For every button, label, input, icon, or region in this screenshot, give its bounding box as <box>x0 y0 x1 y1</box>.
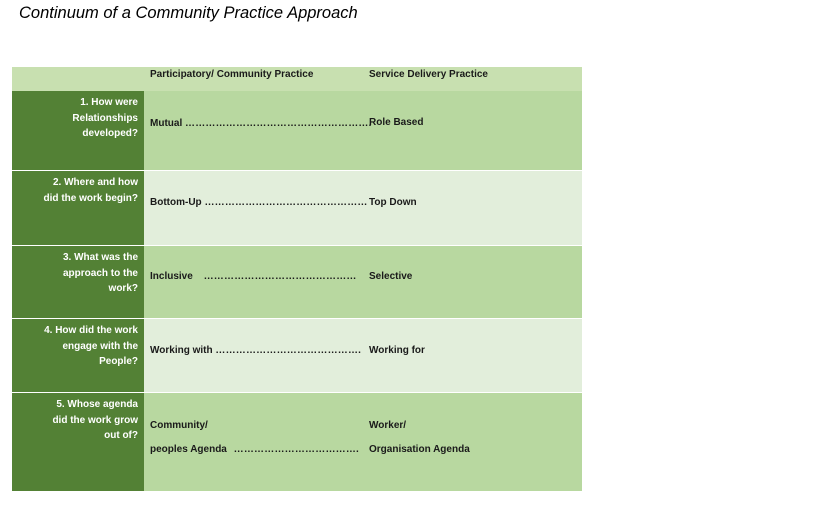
document-title: Continuum of a Community Practice Approach <box>19 4 358 22</box>
table-row <box>12 246 582 319</box>
question-cell: 2. Where and how did the work begin? <box>12 171 144 246</box>
service-cell: Top Down <box>369 197 417 208</box>
continuum-dots: ……………………………………… <box>203 271 357 282</box>
table-header-row <box>12 67 582 91</box>
header-service-delivery: Service Delivery Practice <box>369 69 488 80</box>
service-cell: Selective <box>369 271 413 282</box>
continuum-dots: ……………………………………. <box>215 345 362 356</box>
continuum-dots: ………………………………………………. <box>185 118 372 129</box>
service-line1: Worker/ <box>369 420 407 431</box>
continuum-table <box>12 67 582 492</box>
table-row <box>12 171 582 246</box>
header-participatory: Participatory/ Community Practice <box>150 69 314 80</box>
participatory-cell: Mutual ………………………………………………. <box>150 118 372 129</box>
service-cell: Role Based <box>369 117 424 128</box>
continuum-dots: ………………………………………… <box>204 197 368 208</box>
service-line2: Organisation Agenda <box>369 444 470 455</box>
participatory-cell: Working with ……………………………………. <box>150 345 362 356</box>
question-cell: 5. Whose agenda did the work grow out of? <box>12 393 144 492</box>
question-cell: 1. How were Relationships developed? <box>12 91 144 171</box>
participatory-cell: Inclusive ……………………………………… <box>150 271 357 282</box>
participatory-line2: peoples Agenda ………………………………. <box>150 444 360 455</box>
question-cell: 3. What was the approach to the work? <box>12 246 144 319</box>
header-empty-cell <box>12 67 144 91</box>
participatory-cell: Bottom-Up ………………………………………… <box>150 197 368 208</box>
participatory-line1: Community/ <box>150 420 208 431</box>
table-row <box>12 393 582 492</box>
service-cell: Working for <box>369 345 425 356</box>
question-cell: 4. How did the work engage with the People? <box>12 319 144 393</box>
continuum-dots: ………………………………. <box>233 444 360 455</box>
table-row <box>12 91 582 171</box>
table-row <box>12 319 582 393</box>
